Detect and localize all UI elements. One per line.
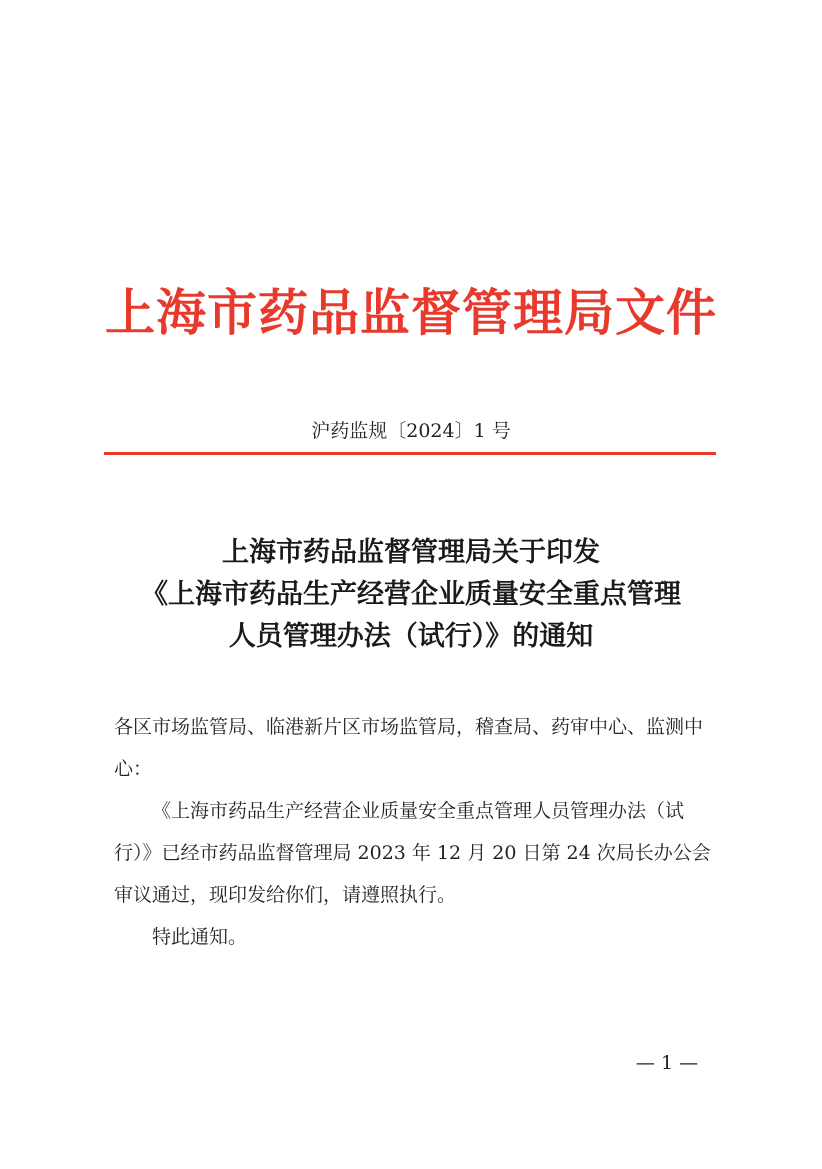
notice-title-line-3: 人员管理办法（试行）》的通知 [228,621,594,652]
notice-title-line-2: 《上海市药品生产经营企业质量安全重点管理 [141,579,681,610]
document-number: 沪药监规〔2024〕1 号 [311,420,511,442]
masthead-title: 上海市药品监督管理局文件 [105,283,717,342]
notice-title [60,532,762,658]
addressee: 各区市场监管局、临港新片区市场监管局，稽查局、药审中心、监测中心： [114,716,704,780]
red-divider-line [104,452,716,455]
page-number: — 1 — [635,1052,699,1074]
body-paragraph: 《上海市药品生产经营企业质量安全重点管理人员管理办法（试行）》已经市药品监督管理局 2023 年 12 月 20 日第 24 次局长办公会审议通过，现印发给你们，请遵照执行。 [114,800,711,906]
notice-title-line-1: 上海市药品监督管理局关于印发 [222,537,600,568]
closing-line: 特此通知。 [152,926,248,948]
